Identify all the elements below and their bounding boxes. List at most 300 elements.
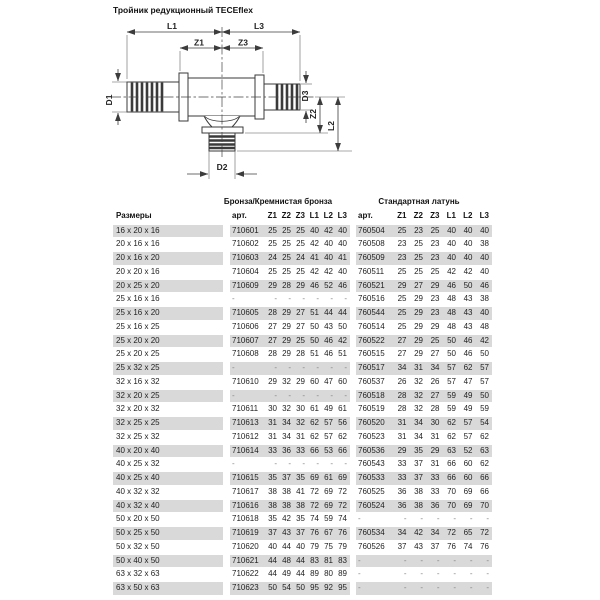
- brass-value-cell: 59: [443, 390, 460, 403]
- bronze-value-cell: 29: [280, 307, 294, 320]
- size-cell: 32 x 20 x 32: [116, 404, 160, 414]
- brass-art-cell: 760516: [358, 294, 385, 304]
- bronze-value-cell: 38: [268, 486, 277, 496]
- bronze-value-cell: 43: [324, 321, 333, 331]
- dim-label-d1: D1: [104, 94, 114, 106]
- brass-value-cell: 43: [414, 541, 423, 551]
- bronze-value-cell: 47: [324, 376, 333, 386]
- size-cell: 63 x 32 x 63: [116, 569, 160, 579]
- brass-value-cell: 62: [447, 431, 456, 441]
- bronze-value-cell: -: [288, 294, 291, 304]
- brass-value-cell: 25: [426, 225, 443, 238]
- brass-value-cell: 72: [476, 527, 493, 540]
- size-cell: 25 x 20 x 25: [116, 349, 160, 359]
- brass-value-cell: 66: [447, 459, 456, 469]
- bronze-value-cell: 35: [294, 472, 308, 485]
- bronze-value-cell: 35: [296, 514, 305, 524]
- brass-value-cell: 33: [397, 459, 407, 469]
- group-header-bronze: Бронза/Кремнистая бронза: [223, 197, 333, 206]
- brass-value-cell: 27: [393, 335, 410, 348]
- brass-value-cell: 47: [463, 376, 473, 386]
- brass-art-cell: -: [356, 582, 393, 595]
- brass-value-cell: -: [436, 569, 440, 579]
- brass-z3-header: Z3: [430, 211, 440, 220]
- bronze-value-cell: 69: [324, 486, 333, 496]
- dim-label-z1: Z1: [194, 37, 204, 48]
- gutter: [223, 390, 230, 403]
- table-row: [113, 458, 492, 471]
- brass-value-cell: 62: [443, 417, 460, 430]
- brass-value-cell: 32: [414, 376, 423, 386]
- bronze-value-cell: 44: [268, 569, 277, 579]
- bronze-value-cell: 46: [322, 335, 336, 348]
- brass-value-cell: 40: [459, 252, 476, 265]
- brass-value-cell: 27: [426, 390, 443, 403]
- bronze-l1-header: L1: [309, 211, 319, 220]
- brass-art-cell: -: [356, 555, 393, 568]
- brass-value-cell: -: [403, 514, 407, 524]
- bronze-art-cell: 710606: [232, 321, 259, 331]
- brass-value-cell: 33: [430, 486, 440, 496]
- brass-value-cell: 70: [443, 500, 460, 513]
- bronze-value-cell: 42: [310, 266, 319, 276]
- brass-value-cell: 50: [443, 335, 460, 348]
- brass-value-cell: 57: [463, 431, 473, 441]
- bronze-value-cell: 48: [280, 555, 294, 568]
- bronze-value-cell: -: [302, 459, 305, 469]
- bronze-value-cell: 60: [338, 376, 347, 386]
- bronze-value-cell: 25: [296, 266, 305, 276]
- brass-value-cell: 43: [463, 321, 473, 331]
- bronze-value-cell: 66: [308, 445, 322, 458]
- brass-value-cell: 76: [447, 541, 456, 551]
- bronze-art-cell: -: [232, 459, 235, 469]
- brass-art-cell: 760525: [358, 486, 385, 496]
- table-row: [113, 527, 492, 540]
- bronze-value-cell: 33: [266, 445, 280, 458]
- brass-value-cell: 26: [397, 376, 407, 386]
- brass-value-cell: 25: [397, 266, 407, 276]
- size-cell: 32 x 25 x 32: [116, 431, 160, 441]
- bronze-art-cell: 710612: [232, 431, 259, 441]
- bronze-value-cell: -: [294, 390, 308, 403]
- brass-z2-header: Z2: [413, 211, 423, 220]
- brass-value-cell: 25: [426, 335, 443, 348]
- bronze-value-cell: 72: [310, 486, 319, 496]
- brass-value-cell: 25: [393, 225, 410, 238]
- brass-value-cell: 32: [410, 390, 427, 403]
- bronze-value-cell: -: [316, 459, 319, 469]
- dim-label-d3: D3: [300, 90, 310, 102]
- brass-value-cell: 34: [393, 362, 410, 375]
- brass-value-cell: -: [443, 555, 460, 568]
- bronze-value-cell: 50: [338, 321, 347, 331]
- brass-art-cell: 760537: [358, 376, 385, 386]
- brass-value-cell: 37: [397, 541, 407, 551]
- brass-value-cell: 37: [430, 541, 440, 551]
- bronze-art-cell: 710611: [232, 404, 259, 414]
- bronze-value-cell: 24: [294, 252, 308, 265]
- brass-value-cell: 38: [414, 486, 423, 496]
- bronze-value-cell: 25: [296, 239, 305, 249]
- bronze-art-cell: 710616: [230, 500, 266, 513]
- brass-value-cell: -: [486, 569, 489, 579]
- bronze-value-cell: -: [330, 459, 333, 469]
- bronze-value-cell: 38: [280, 500, 294, 513]
- bronze-value-cell: 27: [294, 307, 308, 320]
- brass-value-cell: 23: [426, 252, 443, 265]
- brass-art-cell: 760536: [356, 445, 393, 458]
- table-row: [113, 335, 492, 348]
- bronze-value-cell: 37: [266, 527, 280, 540]
- size-cell: 40 x 25 x 40: [113, 472, 223, 485]
- bronze-value-cell: 50: [266, 582, 280, 595]
- brass-value-cell: 49: [459, 390, 476, 403]
- bronze-value-cell: 38: [282, 486, 291, 496]
- page-title: Тройник редукционный TECEflex: [113, 5, 253, 15]
- bronze-value-cell: 83: [308, 555, 322, 568]
- bronze-value-cell: -: [344, 459, 347, 469]
- bronze-art-cell: 710601: [230, 225, 266, 238]
- table-row: [113, 513, 492, 526]
- brass-value-cell: 28: [393, 390, 410, 403]
- brass-value-cell: 49: [463, 404, 473, 414]
- dim-label-l2: L2: [326, 121, 336, 131]
- bronze-value-cell: -: [316, 294, 319, 304]
- bronze-art-cell: 710604: [232, 266, 259, 276]
- dim-label-d2: D2: [216, 162, 228, 172]
- brass-value-cell: 31: [393, 417, 410, 430]
- brass-value-cell: 31: [430, 431, 440, 441]
- brass-value-cell: 40: [443, 225, 460, 238]
- bronze-value-cell: 51: [338, 349, 347, 359]
- brass-value-cell: 60: [459, 472, 476, 485]
- bronze-art-cell: 710617: [232, 486, 259, 496]
- bronze-value-cell: 60: [310, 376, 319, 386]
- brass-value-cell: 34: [393, 527, 410, 540]
- brass-art-cell: 760523: [358, 431, 385, 441]
- brass-art-cell: 760533: [356, 472, 393, 485]
- bronze-value-cell: 79: [310, 541, 319, 551]
- gutter: [223, 541, 230, 554]
- brass-value-cell: 40: [476, 307, 493, 320]
- bronze-value-cell: 75: [324, 541, 333, 551]
- bronze-value-cell: 40: [324, 239, 333, 249]
- brass-art-cell: 760520: [356, 417, 393, 430]
- table-row: [113, 472, 492, 485]
- size-cell: 40 x 20 x 40: [113, 445, 223, 458]
- brass-art-cell: 760524: [356, 500, 393, 513]
- size-cell: 20 x 16 x 16: [116, 239, 160, 249]
- brass-value-cell: 29: [414, 349, 423, 359]
- bronze-value-cell: 25: [294, 335, 308, 348]
- bronze-art-cell: -: [230, 390, 266, 403]
- brass-value-cell: 62: [480, 431, 489, 441]
- brass-value-cell: 50: [480, 349, 489, 359]
- bronze-value-cell: 79: [338, 541, 347, 551]
- bronze-value-cell: 46: [308, 280, 322, 293]
- brass-value-cell: 25: [414, 239, 423, 249]
- brass-value-cell: 50: [476, 390, 493, 403]
- table-row: [113, 266, 492, 279]
- gutter: [223, 348, 230, 361]
- brass-value-cell: 29: [426, 445, 443, 458]
- bronze-value-cell: 31: [268, 431, 277, 441]
- bronze-art-cell: 710610: [232, 376, 259, 386]
- brass-art-cell: 760522: [356, 335, 393, 348]
- brass-value-cell: 69: [459, 500, 476, 513]
- brass-value-cell: 25: [410, 252, 427, 265]
- brass-value-cell: 66: [480, 486, 489, 496]
- bronze-value-cell: 44: [294, 555, 308, 568]
- bronze-value-cell: 74: [338, 514, 347, 524]
- bronze-value-cell: 59: [324, 514, 333, 524]
- bronze-value-cell: 89: [310, 569, 319, 579]
- bronze-value-cell: 25: [282, 239, 291, 249]
- brass-value-cell: -: [420, 569, 423, 579]
- brass-value-cell: 25: [393, 307, 410, 320]
- brass-value-cell: 29: [414, 321, 423, 331]
- bronze-z1-header: Z1: [267, 211, 277, 220]
- brass-value-cell: 42: [410, 527, 427, 540]
- brass-value-cell: -: [486, 514, 489, 524]
- gutter: [223, 417, 230, 430]
- brass-value-cell: 70: [476, 500, 493, 513]
- brass-value-cell: 34: [426, 527, 443, 540]
- bronze-art-cell: 710618: [232, 514, 259, 524]
- bronze-value-cell: 51: [308, 307, 322, 320]
- table-row: [113, 307, 492, 320]
- brass-value-cell: 50: [459, 280, 476, 293]
- bronze-art-cell: 710608: [232, 349, 259, 359]
- table-row: [113, 362, 492, 375]
- table-row: [113, 541, 492, 554]
- gutter: [223, 335, 230, 348]
- brass-value-cell: 62: [459, 362, 476, 375]
- gutter: [223, 458, 230, 471]
- brass-value-cell: 40: [480, 266, 489, 276]
- bronze-value-cell: 51: [310, 349, 319, 359]
- bronze-value-cell: 62: [338, 431, 347, 441]
- fitting-body: [127, 73, 300, 151]
- brass-value-cell: 35: [410, 445, 427, 458]
- brass-art-cell: -: [358, 569, 361, 579]
- brass-value-cell: 27: [410, 280, 427, 293]
- bronze-art-cell: 710623: [230, 582, 266, 595]
- brass-value-cell: 46: [459, 335, 476, 348]
- brass-value-cell: 57: [447, 376, 456, 386]
- gutter: [223, 208, 230, 223]
- bronze-value-cell: 42: [336, 335, 350, 348]
- brass-value-cell: -: [426, 555, 443, 568]
- brass-art-cell: 760508: [358, 239, 385, 249]
- brass-value-cell: 46: [463, 349, 473, 359]
- brass-art-cell: 760543: [358, 459, 385, 469]
- brass-value-cell: 63: [443, 445, 460, 458]
- brass-value-cell: -: [393, 582, 410, 595]
- bronze-value-cell: -: [322, 390, 336, 403]
- brass-value-cell: 28: [397, 404, 407, 414]
- bronze-art-cell: 710619: [230, 527, 266, 540]
- dim-label-l1: L1: [167, 21, 177, 31]
- size-cell: 63 x 50 x 63: [113, 582, 223, 595]
- table-row: [113, 293, 492, 306]
- table-row: [113, 238, 492, 251]
- gutter: [223, 527, 230, 540]
- brass-value-cell: 34: [414, 431, 423, 441]
- brass-value-cell: 48: [447, 321, 456, 331]
- brass-value-cell: 33: [393, 472, 410, 485]
- brass-value-cell: -: [410, 582, 427, 595]
- size-cell: 40 x 32 x 32: [116, 486, 160, 496]
- brass-value-cell: 48: [447, 294, 456, 304]
- gutter: [223, 362, 230, 375]
- brass-value-cell: 72: [443, 527, 460, 540]
- brass-art-column-header: арт.: [358, 211, 373, 220]
- brass-value-cell: 52: [459, 445, 476, 458]
- brass-value-cell: 40: [459, 225, 476, 238]
- brass-value-cell: -: [459, 555, 476, 568]
- table-row: [113, 376, 492, 389]
- tee-fitting-diagram: [95, 15, 370, 190]
- bronze-value-cell: 41: [336, 252, 350, 265]
- brass-value-cell: 29: [410, 307, 427, 320]
- size-cell: 16 x 20 x 16: [113, 225, 223, 238]
- bronze-value-cell: 40: [336, 225, 350, 238]
- table-row: [113, 280, 492, 293]
- brass-value-cell: 27: [397, 349, 407, 359]
- brass-value-cell: 57: [443, 362, 460, 375]
- bronze-value-cell: 41: [308, 252, 322, 265]
- brass-value-cell: 40: [476, 225, 493, 238]
- bronze-value-cell: 57: [322, 417, 336, 430]
- bronze-art-column-header: арт.: [232, 211, 247, 220]
- brass-value-cell: 25: [430, 266, 440, 276]
- bronze-value-cell: 44: [282, 541, 291, 551]
- brass-value-cell: 28: [430, 404, 440, 414]
- brass-value-cell: -: [420, 514, 423, 524]
- size-cell: 40 x 32 x 40: [113, 500, 223, 513]
- bronze-value-cell: 40: [308, 225, 322, 238]
- brass-value-cell: 40: [443, 252, 460, 265]
- brass-art-cell: 760544: [356, 307, 393, 320]
- gutter: [223, 555, 230, 568]
- brass-value-cell: 29: [430, 321, 440, 331]
- brass-value-cell: -: [436, 514, 440, 524]
- table-row: [113, 252, 492, 265]
- bronze-value-cell: 30: [296, 404, 305, 414]
- gutter: [223, 266, 230, 279]
- bronze-value-cell: 72: [308, 500, 322, 513]
- bronze-value-cell: 30: [268, 404, 277, 414]
- bronze-value-cell: 24: [266, 252, 280, 265]
- bronze-value-cell: 76: [336, 527, 350, 540]
- gutter: [223, 472, 230, 485]
- bronze-value-cell: -: [336, 362, 350, 375]
- bronze-value-cell: -: [344, 294, 347, 304]
- brass-value-cell: 23: [430, 294, 440, 304]
- size-cell: 25 x 16 x 20: [113, 307, 223, 320]
- bronze-value-cell: 40: [296, 541, 305, 551]
- bronze-value-cell: 44: [336, 307, 350, 320]
- brass-value-cell: 46: [476, 280, 493, 293]
- bronze-value-cell: 42: [310, 239, 319, 249]
- bronze-value-cell: 72: [338, 486, 347, 496]
- bronze-value-cell: 62: [310, 431, 319, 441]
- brass-value-cell: 38: [410, 500, 427, 513]
- bronze-value-cell: 35: [266, 472, 280, 485]
- brass-art-cell: 760515: [358, 349, 385, 359]
- size-cell: 25 x 32 x 25: [113, 362, 223, 375]
- size-cell: 25 x 20 x 20: [113, 335, 223, 348]
- brass-value-cell: 40: [476, 252, 493, 265]
- brass-art-cell: 760519: [358, 404, 385, 414]
- dim-label-z3: Z3: [238, 37, 248, 48]
- bronze-value-cell: 29: [282, 321, 291, 331]
- bronze-value-cell: 37: [280, 472, 294, 485]
- bronze-value-cell: 74: [310, 514, 319, 524]
- bronze-value-cell: 46: [324, 349, 333, 359]
- bronze-value-cell: 49: [324, 404, 333, 414]
- brass-value-cell: 42: [447, 266, 456, 276]
- bronze-value-cell: 25: [282, 266, 291, 276]
- bronze-value-cell: 28: [266, 307, 280, 320]
- brass-art-cell: 760514: [358, 321, 385, 331]
- bronze-value-cell: 61: [338, 404, 347, 414]
- brass-value-cell: 59: [447, 404, 456, 414]
- brass-l3-header: L3: [479, 211, 489, 220]
- bronze-value-cell: 40: [322, 252, 336, 265]
- brass-value-cell: 25: [397, 321, 407, 331]
- brass-art-cell: 760511: [358, 266, 385, 276]
- bronze-value-cell: 42: [322, 225, 336, 238]
- table-column-header-row: [113, 208, 492, 223]
- gutter: [223, 307, 230, 320]
- bronze-value-cell: 31: [296, 431, 305, 441]
- table-row: [113, 486, 492, 499]
- brass-value-cell: -: [476, 555, 493, 568]
- bronze-value-cell: 29: [282, 349, 291, 359]
- bronze-value-cell: 25: [268, 266, 277, 276]
- size-cell: 20 x 16 x 20: [113, 252, 223, 265]
- gutter: [223, 321, 230, 334]
- brass-art-cell: 760517: [356, 362, 393, 375]
- brass-value-cell: 34: [410, 417, 427, 430]
- brass-value-cell: 74: [463, 541, 473, 551]
- brass-value-cell: 59: [480, 404, 489, 414]
- size-cell: 32 x 25 x 25: [113, 417, 223, 430]
- bronze-value-cell: 40: [268, 541, 277, 551]
- table-row: [113, 390, 492, 403]
- dim-label-z2: Z2: [308, 109, 318, 119]
- bronze-value-cell: 61: [322, 472, 336, 485]
- brass-l2-header: L2: [463, 211, 473, 220]
- brass-value-cell: 76: [480, 541, 489, 551]
- bronze-value-cell: 44: [266, 555, 280, 568]
- brass-value-cell: 23: [397, 239, 407, 249]
- gutter: [223, 568, 230, 581]
- bronze-value-cell: -: [302, 294, 305, 304]
- group-header-brass: Стандартная латунь: [378, 197, 460, 206]
- bronze-value-cell: 37: [294, 527, 308, 540]
- bronze-value-cell: 43: [280, 527, 294, 540]
- table-row: [113, 431, 492, 444]
- table-row: [113, 348, 492, 361]
- bronze-value-cell: 25: [280, 225, 294, 238]
- bronze-value-cell: 36: [280, 445, 294, 458]
- size-cell: 25 x 16 x 25: [116, 321, 160, 331]
- gutter: [223, 431, 230, 444]
